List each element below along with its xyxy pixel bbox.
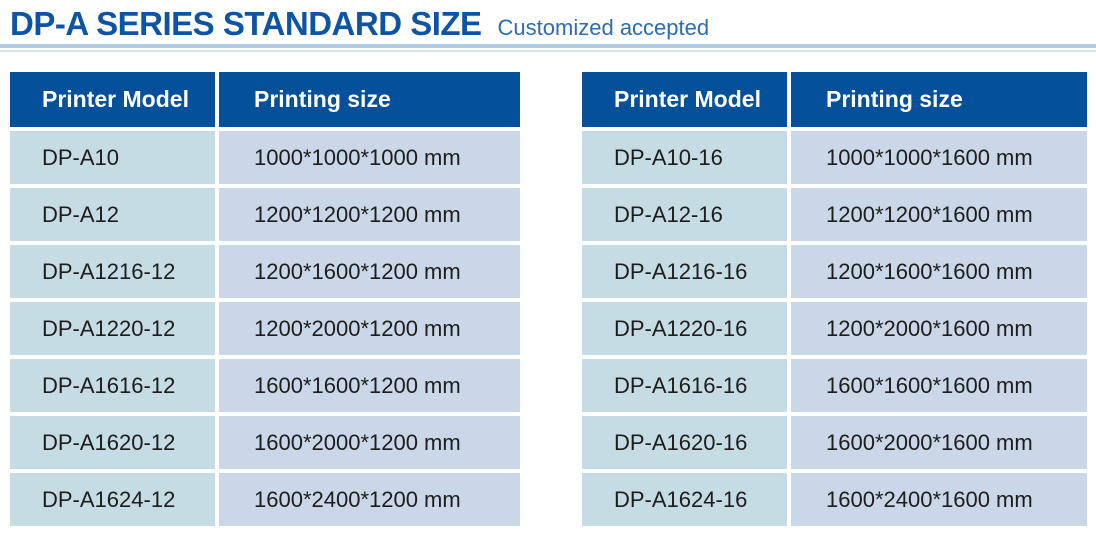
printer-model-cell: DP-A1616-12 bbox=[10, 359, 215, 412]
printer-model-cell: DP-A12 bbox=[10, 188, 215, 241]
page-subtitle: Customized accepted bbox=[497, 15, 710, 40]
printing-size-cell: 1600*2400*1600 mm bbox=[791, 473, 1087, 526]
printer-model-cell: DP-A12-16 bbox=[582, 188, 787, 241]
printing-size-cell: 1200*2000*1600 mm bbox=[791, 302, 1087, 355]
printing-size-cell: 1600*1600*1200 mm bbox=[219, 359, 520, 412]
column-header-printer-model: Printer Model bbox=[10, 72, 215, 127]
printer-model-cell: DP-A1220-16 bbox=[582, 302, 787, 355]
column-header-printing-size: Printing size bbox=[791, 72, 1087, 127]
size-tables bbox=[0, 72, 1096, 526]
printer-model-cell: DP-A10 bbox=[10, 131, 215, 184]
table-dp-a-1600-series bbox=[582, 72, 1087, 526]
printer-model-cell: DP-A1620-12 bbox=[10, 416, 215, 469]
printing-size-cell: 1600*2000*1200 mm bbox=[219, 416, 520, 469]
printing-size-cell: 1200*1200*1600 mm bbox=[791, 188, 1087, 241]
title-rule-thin bbox=[0, 50, 1096, 52]
printing-size-cell: 1000*1000*1000 mm bbox=[219, 131, 520, 184]
printer-model-cell: DP-A1220-12 bbox=[10, 302, 215, 355]
page-header bbox=[0, 0, 1096, 43]
column-header-printing-size: Printing size bbox=[219, 72, 520, 127]
printer-model-cell: DP-A1616-16 bbox=[582, 359, 787, 412]
printing-size-cell: 1600*1600*1600 mm bbox=[791, 359, 1087, 412]
page-title: DP-A SERIES STANDARD SIZE bbox=[10, 5, 482, 42]
title-rule-thick bbox=[0, 44, 1096, 48]
table-dp-a-1200-series bbox=[10, 72, 520, 526]
printer-model-cell: DP-A1216-16 bbox=[582, 245, 787, 298]
printer-model-cell: DP-A1624-12 bbox=[10, 473, 215, 526]
printing-size-cell: 1600*2400*1200 mm bbox=[219, 473, 520, 526]
printing-size-cell: 1200*1200*1200 mm bbox=[219, 188, 520, 241]
printer-model-cell: DP-A10-16 bbox=[582, 131, 787, 184]
printing-size-cell: 1200*2000*1200 mm bbox=[219, 302, 520, 355]
column-header-printer-model: Printer Model bbox=[582, 72, 787, 127]
printer-model-cell: DP-A1216-12 bbox=[10, 245, 215, 298]
printing-size-cell: 1200*1600*1600 mm bbox=[791, 245, 1087, 298]
printer-model-cell: DP-A1624-16 bbox=[582, 473, 787, 526]
printer-model-cell: DP-A1620-16 bbox=[582, 416, 787, 469]
printing-size-cell: 1000*1000*1600 mm bbox=[791, 131, 1087, 184]
printing-size-cell: 1600*2000*1600 mm bbox=[791, 416, 1087, 469]
printing-size-cell: 1200*1600*1200 mm bbox=[219, 245, 520, 298]
